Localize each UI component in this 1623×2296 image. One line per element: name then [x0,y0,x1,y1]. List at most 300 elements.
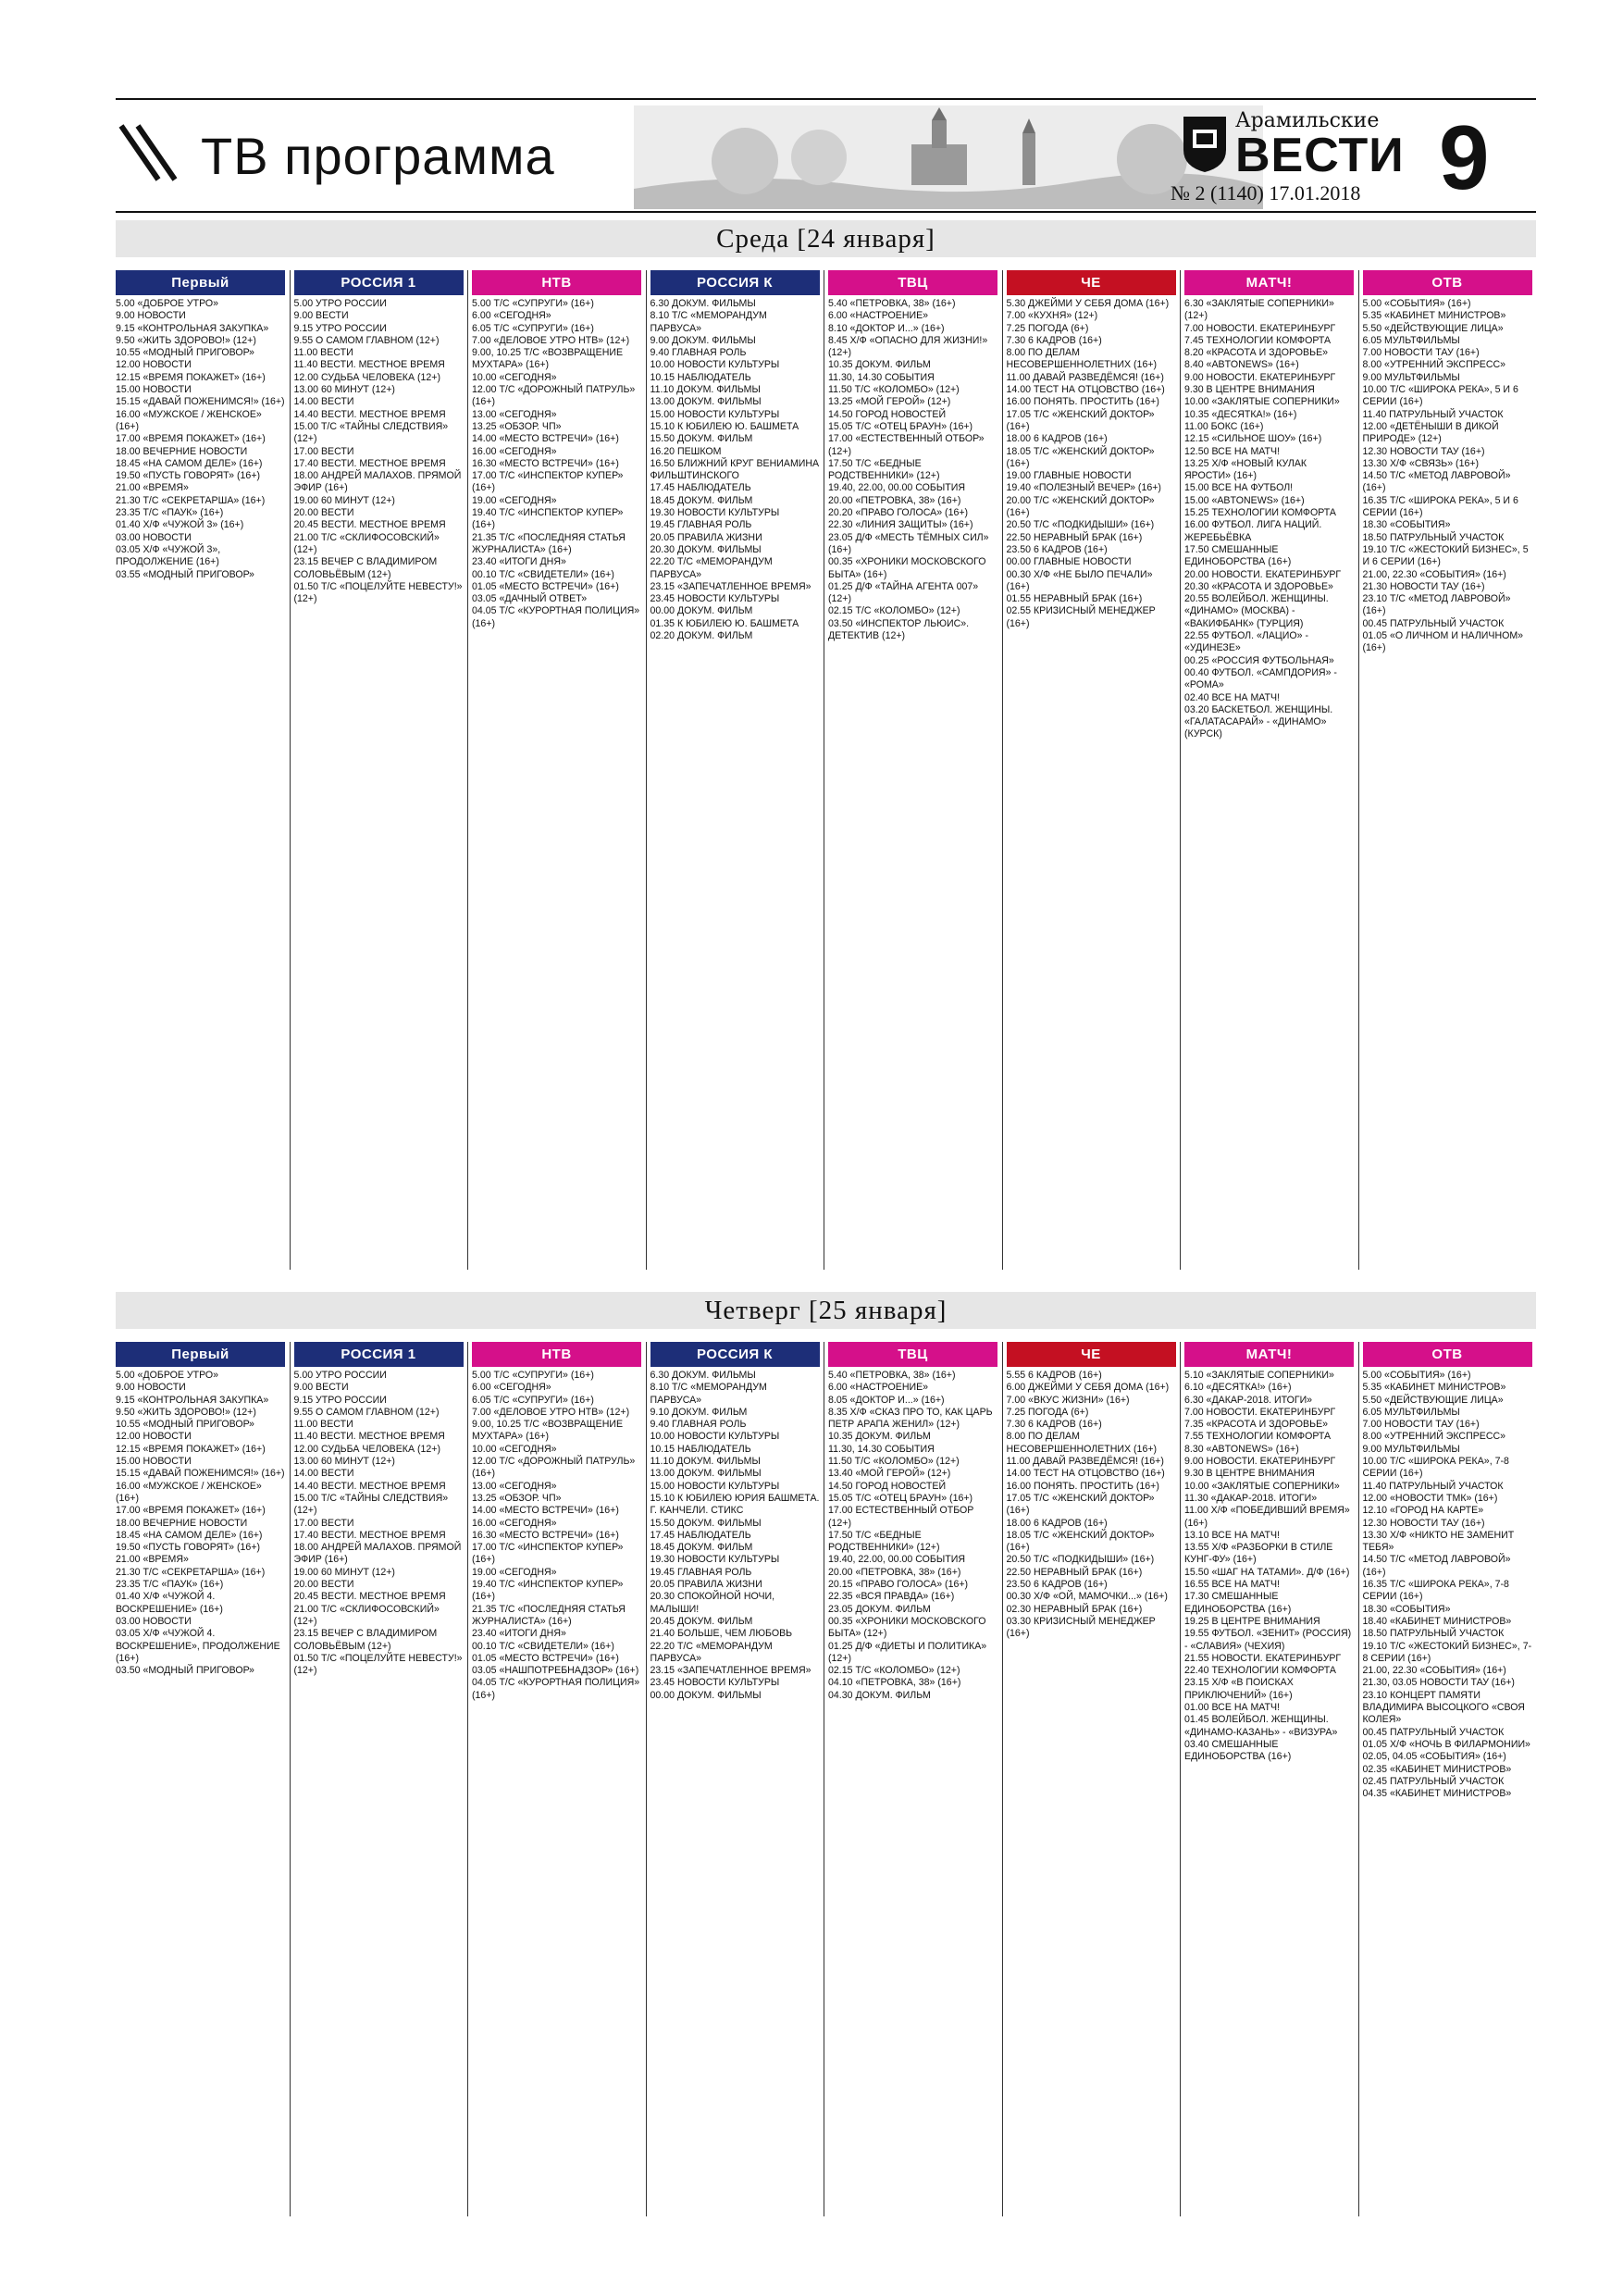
schedule-item: 15.00 НОВОСТИ КУЛЬТУРЫ [650,408,780,420]
channel-column [828,1342,997,1709]
schedule-item: 5.00 «СОБЫТИЯ» (16+) [1362,1370,1471,1381]
schedule-item: 00.00 ДОКУМ. ФИЛЬМ [650,605,753,617]
column-divider [290,1342,291,2216]
schedule-item: 01.05 «МЕСТО ВСТРЕЧИ» (16+) [472,580,619,592]
schedule-item: 8.35 Х/Ф «СКАЗ ПРО ТО, КАК ЦАРЬ ПЕТР АРАПА ЖЕНИЛ» (12+) [828,1406,993,1431]
column-divider [467,270,468,1270]
schedule-item: 9.00 ВЕСТИ [293,310,349,322]
schedule-item: 14.50 Т/С «МЕТОД ЛАВРОВОЙ» (16+) [1362,470,1511,494]
schedule-item: 13.55 Х/Ф «РАЗБОРКИ В СТИЛЕ КУНГ-ФУ» (16+) [1184,1542,1333,1566]
channel-logo [828,1342,997,1367]
schedule-item: 9.50 «ЖИТЬ ЗДОРОВО!» (12+) [116,334,256,346]
schedule-item: 8.00 «УТРЕННИЙ ЭКСПРЕСС» [1362,359,1506,371]
schedule-item: 16.00 «СЕГОДНЯ» [472,445,557,457]
schedule-item: 01.00 ВСЕ НА МАТЧ! [1184,1702,1281,1714]
schedule-item: 11.10 ДОКУМ. ФИЛЬМЫ [650,384,761,396]
schedule-item: 20.45 ВЕСТИ. МЕСТНОЕ ВРЕМЯ [293,1591,446,1603]
schedule-item: 23.45 НОВОСТИ КУЛЬТУРЫ [650,1677,780,1689]
channel-name: ТВЦ [898,275,928,291]
schedule-item: 19.25 В ЦЕНТРЕ ВНИМАНИЯ [1184,1615,1320,1627]
schedule-item: 15.00 «ABTONEWS» (16+) [1184,494,1305,506]
schedule-item: 03.05 «НАШПОТРЕБНАДЗОР» (16+) [472,1665,639,1677]
schedule-item: 19.40 «ПОЛЕЗНЫЙ ВЕЧЕР» (16+) [1006,482,1161,494]
schedule-item: 23.05 ДОКУМ. ФИЛЬМ [828,1603,931,1615]
schedule-item: 11.30, 14.30 СОБЫТИЯ [828,1443,935,1455]
channel-name: РОССИЯ К [696,1347,774,1362]
schedule-item: 12.15 «ВРЕМЯ ПОКАЖЕТ» (16+) [116,1443,266,1455]
schedule-item: 20.45 ВЕСТИ. МЕСТНОЕ ВРЕМЯ [293,519,446,531]
schedule-item: 9.00 МУЛЬТФИЛЬМЫ [1362,371,1460,383]
schedule-item: 9.00 МУЛЬТФИЛЬМЫ [1362,1443,1460,1455]
schedule-item: 6.10 «ДЕСЯТКА!» (16+) [1184,1382,1292,1394]
channel-logo [650,1342,820,1367]
schedule-item: 13.40 «МОЙ ГЕРОЙ» (12+) [828,1468,951,1480]
schedule-item: 15.00 Т/С «ТАЙНЫ СЛЕДСТВИЯ» (12+) [293,1492,449,1517]
schedule-list [294,1370,464,1677]
schedule-grid-wednesday [116,270,1536,1270]
schedule-item: 15.15 «ДАВАЙ ПОЖЕНИМСЯ!» (16+) [116,396,285,408]
schedule-item: 20.45 ДОКУМ. ФИЛЬМ [650,1615,753,1627]
channel-logo [1184,270,1354,295]
schedule-item: 10.35 «ДЕСЯТКА!» (16+) [1184,408,1297,420]
schedule-item: 19.10 Т/С «ЖЕСТОКИЙ БИЗНЕС», 5 И 6 СЕРИИ (16+) [1362,543,1529,568]
schedule-item: 17.50 Т/С «БЕДНЫЕ РОДСТВЕННИКИ» (12+) [828,457,940,482]
schedule-item: 9.30 В ЦЕНТРЕ ВНИМАНИЯ [1184,1468,1315,1480]
schedule-item: 22.50 НЕРАВНЫЙ БРАК (16+) [1006,531,1143,543]
schedule-item: 01.40 Х/Ф «ЧУЖОЙ 4. ВОСКРЕШЕНИЕ» (16+) [116,1591,223,1615]
schedule-item: 9.40 ГЛАВНАЯ РОЛЬ [650,1419,747,1431]
schedule-item: 12.00 «ДЕТЁНЫШИ В ДИКОЙ ПРИРОДЕ» (12+) [1362,420,1499,445]
schedule-item: 19.50 «ПУСТЬ ГОВОРЯТ» (16+) [116,470,261,482]
schedule-item: 9.15 УТРО РОССИИ [293,322,387,334]
schedule-item: 02.15 Т/С «КОЛОМБО» (12+) [828,605,960,617]
schedule-item: 15.25 ТЕХНОЛОГИИ КОМФОРТА [1184,507,1336,519]
brand-name: ВЕСТИ [1235,129,1405,182]
schedule-item: 22.40 ТЕХНОЛОГИИ КОМФОРТА [1184,1665,1336,1677]
schedule-item: 12.15 «СИЛЬНОЕ ШОУ» (16+) [1184,433,1322,445]
schedule-item: 10.15 НАБЛЮДАТЕЛЬ [650,1443,751,1455]
schedule-item: 8.10 Т/С «МЕМОРАНДУМ ПАРВУСА» [650,1382,767,1406]
schedule-item: 10.15 НАБЛЮДАТЕЛЬ [650,371,751,383]
schedule-item: 11.00 ДАВАЙ РАЗВЕДЁМСЯ! (16+) [1006,1456,1164,1468]
schedule-item: 7.45 ТЕХНОЛОГИИ КОМФОРТА [1184,334,1332,346]
schedule-item: 5.00 «СОБЫТИЯ» (16+) [1362,298,1471,309]
schedule-item: 18.05 Т/С «ЖЕНСКИЙ ДОКТОР» (16+) [1006,1529,1155,1554]
schedule-item: 7.55 ТЕХНОЛОГИИ КОМФОРТА [1184,1431,1332,1443]
schedule-list [828,298,997,642]
column-divider [646,270,647,1270]
schedule-item: 11.30, 14.30 СОБЫТИЯ [828,371,935,383]
schedule-item: 17.00 ВЕСТИ [293,1517,354,1529]
schedule-item: 15.05 Т/С «ОТЕЦ БРАУН» (16+) [828,1492,973,1504]
schedule-item: 17.00 «ВРЕМЯ ПОКАЖЕТ» (16+) [116,433,266,445]
schedule-list [650,298,820,642]
schedule-item: 12.50 ВСЕ НА МАТЧ! [1184,445,1281,457]
schedule-item: 12.15 «ВРЕМЯ ПОКАЖЕТ» (16+) [116,371,266,383]
schedule-item: 21.30 НОВОСТИ ТАУ (16+) [1362,580,1485,592]
schedule-item: 21.00 «ВРЕМЯ» [116,482,189,494]
schedule-item: 18.45 ДОКУМ. ФИЛЬМ [650,1542,753,1554]
channel-name: Первый [171,1347,229,1362]
channel-logo [116,1342,285,1367]
schedule-item: 21.00 «ВРЕМЯ» [116,1554,189,1566]
schedule-item: 15.10 К ЮБИЛЕЮ Ю. БАШМЕТА [650,420,799,432]
schedule-item: 5.00 Т/С «СУПРУГИ» (16+) [472,1370,594,1381]
schedule-item: 9.55 О САМОМ ГЛАВНОМ (12+) [293,334,440,346]
schedule-item: 11.40 ПАТРУЛЬНЫЙ УЧАСТОК [1362,408,1504,420]
schedule-item: 01.05 Х/Ф «НОЧЬ В ФИЛАРМОНИИ» [1362,1738,1530,1750]
schedule-item: 5.55 6 КАДРОВ (16+) [1006,1370,1102,1381]
schedule-item: 9.00 НОВОСТИ [116,1382,186,1394]
page-number: 9 [1439,106,1490,208]
schedule-item: 9.00 НОВОСТИ [116,310,186,322]
schedule-item: 20.00 «ПЕТРОВКА, 38» (16+) [828,494,961,506]
schedule-item: 14.00 ВЕСТИ [293,396,354,408]
schedule-item: 9.15 «КОНТРОЛЬНАЯ ЗАКУПКА» [116,1394,269,1406]
schedule-item: 20.30 СПОКОЙНОЙ НОЧИ, МАЛЫШИ! [650,1591,775,1615]
schedule-item: 8.05 «ДОКТОР И...» (16+) [828,1394,945,1406]
column-divider [1002,270,1003,1270]
schedule-item: 23.15 ВЕЧЕР С ВЛАДИМИРОМ СОЛОВЬЁВЫМ (12+) [293,556,438,580]
channel-column [472,1342,641,1709]
schedule-item: 9.40 ГЛАВНАЯ РОЛЬ [650,347,747,359]
channel-column [1363,270,1532,663]
channel-name: ОТВ [1431,275,1463,291]
channel-name: ТВЦ [898,1347,928,1362]
schedule-item: 02.30 НЕРАВНЫЙ БРАК (16+) [1006,1603,1143,1615]
schedule-item: 20.00 Т/С «ЖЕНСКИЙ ДОКТОР» (16+) [1006,494,1155,519]
schedule-item: 20.20 «ПРАВО ГОЛОСА» (16+) [828,507,969,519]
schedule-item: 12.00 НОВОСТИ [116,1431,192,1443]
schedule-item: 10.00 «СЕГОДНЯ» [472,371,557,383]
schedule-item: 11.40 ВЕСТИ. МЕСТНОЕ ВРЕМЯ [293,1431,445,1443]
schedule-item: 9.15 «КОНТРОЛЬНАЯ ЗАКУПКА» [116,322,269,334]
schedule-item: 04.10 «ПЕТРОВКА, 38» (16+) [828,1677,961,1689]
schedule-item: 04.30 ДОКУМ. ФИЛЬМ [828,1689,931,1701]
schedule-item: 17.05 Т/С «ЖЕНСКИЙ ДОКТОР» (16+) [1006,408,1155,432]
schedule-item: 19.00 60 МИНУТ (12+) [293,1566,395,1578]
channel-name: РОССИЯ К [696,275,774,291]
schedule-item: 5.35 «КАБИНЕТ МИНИСТРОВ» [1362,310,1506,322]
issue-line: № 2 (1140) 17.01.2018 [1171,181,1361,205]
channel-logo [472,1342,641,1367]
schedule-item: 15.05 Т/С «ОТЕЦ БРАУН» (16+) [828,420,973,432]
schedule-item: 9.00 ДОКУМ. ФИЛЬМЫ [650,334,756,346]
schedule-item: 17.30 СМЕШАННЫЕ ЕДИНОБОРСТВА (16+) [1184,1591,1292,1615]
brand-logo [1171,102,1420,208]
schedule-item: 16.20 ПЕШКОМ [650,445,722,457]
schedule-item: 21.30 Т/С «СЕКРЕТАРША» (16+) [116,494,266,506]
schedule-item: 20.30 «КРАСОТА И ЗДОРОВЬЕ» [1184,580,1333,592]
schedule-item: 13.00 ДОКУМ. ФИЛЬМЫ [650,1468,762,1480]
schedule-item: 18.00 6 КАДРОВ (16+) [1006,1517,1108,1529]
schedule-item: 16.50 БЛИЖНИЙ КРУГ ВЕНИАМИНА ФИЛЬШТИНСКОГО [650,457,820,482]
schedule-item: 20.05 ПРАВИЛА ЖИЗНИ [650,531,762,543]
schedule-item: 21.35 Т/С «ПОСЛЕДНЯЯ СТАТЬЯ ЖУРНАЛИСТА» (16+) [472,1603,626,1627]
schedule-item: 13.00 ДОКУМ. ФИЛЬМЫ [650,396,762,408]
schedule-item: 17.50 Т/С «БЕДНЫЕ РОДСТВЕННИКИ» (12+) [828,1529,940,1554]
schedule-item: 18.50 ПАТРУЛЬНЫЙ УЧАСТОК [1362,531,1505,543]
schedule-item: 13.25 «МОЙ ГЕРОЙ» (12+) [828,396,951,408]
schedule-list [116,1370,285,1677]
schedule-item: 18.45 «НА САМОМ ДЕЛЕ» (16+) [116,457,263,469]
schedule-item: 13.25 «ОБЗОР. ЧП» [472,420,562,432]
channel-logo [116,270,285,295]
schedule-item: 00.10 Т/С «СВИДЕТЕЛИ» (16+) [472,1640,614,1652]
channel-logo [294,270,464,295]
schedule-item: 7.30 6 КАДРОВ (16+) [1006,334,1102,346]
schedule-item: 9.00, 10.25 Т/С «ВОЗВРАЩЕНИЕ МУХТАРА» (16+) [472,1419,624,1443]
schedule-item: 03.50 «ИНСПЕКТОР ЛЬЮИС». ДЕТЕКТИВ (12+) [828,617,970,642]
schedule-item: 7.00 НОВОСТИ. ЕКАТЕРИНБУРГ [1184,1406,1336,1418]
schedule-item: 16.00 ПОНЯТЬ. ПРОСТИТЬ (16+) [1006,1480,1159,1492]
schedule-item: 9.00 НОВОСТИ. ЕКАТЕРИНБУРГ [1184,371,1336,383]
schedule-item: 20.00 НОВОСТИ. ЕКАТЕРИНБУРГ [1184,568,1342,580]
schedule-item: 16.35 Т/С «ШИРОКА РЕКА», 7-8 СЕРИИ (16+) [1362,1579,1509,1603]
schedule-item: 18.00 АНДРЕЙ МАЛАХОВ. ПРЯМОЙ ЭФИР (16+) [293,1542,462,1566]
schedule-item: 17.00 ЕСТЕСТВЕННЫЙ ОТБОР (12+) [828,1505,974,1529]
schedule-item: 10.55 «МОДНЫЙ ПРИГОВОР» [116,347,254,359]
schedule-item: 01.05 «МЕСТО ВСТРЕЧИ» (16+) [472,1652,619,1664]
schedule-item: 5.35 «КАБИНЕТ МИНИСТРОВ» [1362,1382,1506,1394]
schedule-item: 01.05 «О ЛИЧНОМ И НАЛИЧНОМ» (16+) [1362,630,1524,654]
schedule-item: 8.00 ПО ДЕЛАМ НЕСОВЕРШЕННОЛЕТНИХ (16+) [1006,347,1158,371]
schedule-item: 17.00 «ВРЕМЯ ПОКАЖЕТ» (16+) [116,1505,266,1517]
schedule-item: 16.30 «МЕСТО ВСТРЕЧИ» (16+) [472,457,619,469]
schedule-item: 17.00 «ЕСТЕСТВЕННЫЙ ОТБОР» (12+) [828,433,985,457]
schedule-item: 23.15 Х/Ф «В ПОИСКАХ ПРИКЛЮЧЕНИЙ» (16+) [1184,1677,1294,1701]
channel-logo [294,1342,464,1367]
day-title-wednesday: Среда [24 января] [116,220,1536,257]
channel-name: НТВ [541,1347,572,1362]
schedule-item: 22.55 ФУТБОЛ. «ЛАЦИО» - «УДИНЕЗЕ» [1184,630,1308,654]
schedule-item: 14.50 Т/С «МЕТОД ЛАВРОВОЙ» (16+) [1362,1554,1511,1578]
schedule-item: 17.00 ВЕСТИ [293,445,354,457]
schedule-item: 23.15 «ЗАПЕЧАТЛЕННОЕ ВРЕМЯ» [650,580,812,592]
schedule-item: 01.55 НЕРАВНЫЙ БРАК (16+) [1006,593,1143,605]
schedule-list [472,1370,641,1702]
schedule-item: 21.40 БОЛЬШЕ, ЧЕМ ЛЮБОВЬ [650,1628,793,1640]
schedule-item: 5.30 ДЖЕЙМИ У СЕБЯ ДОМА (16+) [1006,298,1170,309]
channel-logo [1007,1342,1176,1367]
schedule-item: 9.50 «ЖИТЬ ЗДОРОВО!» (12+) [116,1406,256,1418]
schedule-item: 02.20 ДОКУМ. ФИЛЬМ [650,630,753,642]
schedule-item: 16.55 ВСЕ НА МАТЧ! [1184,1579,1281,1591]
channel-name: МАТЧ! [1245,275,1293,291]
schedule-item: 00.30 Х/Ф «ОЙ, МАМОЧКИ...» (16+) [1006,1591,1168,1603]
schedule-item: 22.20 Т/С «МЕМОРАНДУМ ПАРВУСА» [650,1640,773,1664]
schedule-item: 15.00 НОВОСТИ [116,384,192,396]
schedule-list [116,298,285,581]
schedule-item: 7.30 6 КАДРОВ (16+) [1006,1419,1102,1431]
schedule-item: 21.00 Т/С «СКЛИФОСОВСКИЙ» (12+) [293,531,440,555]
schedule-item: 12.10 «ГОРОД НА КАРТЕ» [1362,1505,1484,1517]
schedule-item: 18.45 ДОКУМ. ФИЛЬМ [650,494,753,506]
schedule-item: 17.00 Т/С «ИНСПЕКТОР КУПЕР» (16+) [472,1542,624,1566]
schedule-item: 15.50 ДОКУМ. ФИЛЬМЫ [650,1517,762,1529]
schedule-item: 8.10 «ДОКТОР И...» (16+) [828,322,945,334]
schedule-item: 10.00 «СЕГОДНЯ» [472,1443,557,1455]
schedule-item: 19.45 ГЛАВНАЯ РОЛЬ [650,519,752,531]
schedule-item: 14.00 ТЕСТ НА ОТЦОВСТВО (16+) [1006,384,1165,396]
schedule-item: 13.00 «СЕГОДНЯ» [472,408,557,420]
channel-column [116,270,285,589]
schedule-item: 7.00 НОВОСТИ ТАУ (16+) [1362,347,1480,359]
schedule-item: 23.40 «ИТОГИ ДНЯ» [472,1628,566,1640]
schedule-item: 02.05, 04.05 «СОБЫТИЯ» (16+) [1362,1751,1506,1763]
channel-name: РОССИЯ 1 [341,1347,416,1362]
schedule-item: 5.00 Т/С «СУПРУГИ» (16+) [472,298,594,309]
schedule-item: 13.00 60 МИНУТ (12+) [293,384,395,396]
schedule-item: 8.00 «УТРЕННИЙ ЭКСПРЕСС» [1362,1431,1506,1443]
schedule-item: 18.00 ВЕЧЕРНИЕ НОВОСТИ [116,445,248,457]
schedule-item: 6.30 ДОКУМ. ФИЛЬМЫ [650,1370,756,1381]
schedule-item: 7.00 НОВОСТИ. ЕКАТЕРИНБУРГ [1184,322,1336,334]
schedule-item: 19.45 ГЛАВНАЯ РОЛЬ [650,1566,752,1578]
schedule-item: 7.25 ПОГОДА (6+) [1006,1406,1089,1418]
schedule-item: 12.30 НОВОСТИ ТАУ (16+) [1362,445,1485,457]
schedule-item: 00.45 ПАТРУЛЬНЫЙ УЧАСТОК [1362,617,1505,629]
schedule-item: 21.30, 03.05 НОВОСТИ ТАУ (16+) [1362,1677,1515,1689]
schedule-item: 19.30 НОВОСТИ КУЛЬТУРЫ [650,507,780,519]
schedule-item: 11.10 ДОКУМ. ФИЛЬМЫ [650,1456,761,1468]
schedule-item: 9.00 ВЕСТИ [293,1382,349,1394]
schedule-item: 15.50 ДОКУМ. ФИЛЬМ [650,433,753,445]
column-divider [1180,270,1181,1270]
schedule-item: 13.10 ВСЕ НА МАТЧ! [1184,1529,1281,1541]
masthead [116,93,1536,213]
schedule-item: 14.50 ГОРОД НОВОСТЕЙ [828,1480,947,1492]
schedule-item: 16.00 «МУЖСКОЕ / ЖЕНСКОЕ» (16+) [116,1480,262,1504]
schedule-list [1184,298,1354,741]
schedule-item: 03.00 НОВОСТИ [116,1615,192,1627]
schedule-item: 6.00 ДЖЕЙМИ У СЕБЯ ДОМА (16+) [1006,1382,1170,1394]
schedule-item: 16.30 «МЕСТО ВСТРЕЧИ» (16+) [472,1529,619,1541]
schedule-item: 18.05 Т/С «ЖЕНСКИЙ ДОКТОР» (16+) [1006,445,1155,469]
schedule-item: 5.50 «ДЕЙСТВУЮЩИЕ ЛИЦА» [1362,1394,1504,1406]
schedule-item: 5.00 «ДОБРОЕ УТРО» [116,298,219,309]
schedule-item: 18.50 ПАТРУЛЬНЫЙ УЧАСТОК [1362,1628,1505,1640]
channel-name: МАТЧ! [1245,1347,1293,1362]
schedule-item: 5.00 УТРО РОССИИ [293,1370,387,1381]
schedule-item: 9.00, 10.25 Т/С «ВОЗВРАЩЕНИЕ МУХТАРА» (16+) [472,347,624,371]
schedule-item: 22.30 «ЛИНИЯ ЗАЩИТЫ» (16+) [828,519,973,531]
schedule-item: 10.35 ДОКУМ. ФИЛЬМ [828,1431,931,1443]
schedule-item: 12.00 СУДЬБА ЧЕЛОВЕКА (12+) [293,1443,441,1455]
schedule-item: 20.30 ДОКУМ. ФИЛЬМЫ [650,543,762,555]
schedule-item: 20.05 ПРАВИЛА ЖИЗНИ [650,1579,762,1591]
schedule-item: 03.50 «МОДНЫЙ ПРИГОВОР» [116,1665,254,1677]
schedule-item: 14.40 ВЕСТИ. МЕСТНОЕ ВРЕМЯ [293,1480,446,1492]
schedule-item: 15.10 К ЮБИЛЕЮ ЮРИЯ БАШМЕТА. Г. КАНЧЕЛИ. СТИКС [650,1492,820,1517]
schedule-item: 00.35 «ХРОНИКИ МОСКОВСКОГО БЫТА» (12+) [828,1615,986,1640]
schedule-item: 8.40 «ABTONEWS» (16+) [1184,359,1299,371]
schedule-item: 15.15 «ДАВАЙ ПОЖЕНИМСЯ!» (16+) [116,1468,285,1480]
schedule-list [650,1370,820,1702]
schedule-item: 12.00 Т/С «ДОРОЖНЫЙ ПАТРУЛЬ» (16+) [472,1456,636,1480]
schedule-item: 15.00 НОВОСТИ КУЛЬТУРЫ [650,1480,780,1492]
brand-top-text: Арамильские [1235,109,1380,132]
schedule-item: 8.45 Х/Ф «ОПАСНО ДЛЯ ЖИЗНИ!» (12+) [828,334,988,359]
schedule-item: 19.40 Т/С «ИНСПЕКТОР КУПЕР» (16+) [472,1579,624,1603]
schedule-item: 13.25 «ОБЗОР. ЧП» [472,1492,562,1504]
schedule-item: 16.00 «МУЖСКОЕ / ЖЕНСКОЕ» (16+) [116,408,262,432]
schedule-item: 14.00 ТЕСТ НА ОТЦОВСТВО (16+) [1006,1468,1165,1480]
newspaper-page [116,93,1536,2221]
schedule-item: 03.30 КРИЗИСНЫЙ МЕНЕДЖЕР (16+) [1006,1615,1156,1640]
schedule-item: 23.35 Т/С «ПАУК» (16+) [116,1579,224,1591]
schedule-item: 23.15 ВЕЧЕР С ВЛАДИМИРОМ СОЛОВЬЁВЫМ (12+) [293,1628,438,1652]
schedule-item: 04.05 Т/С «КУРОРТНАЯ ПОЛИЦИЯ» (16+) [472,1677,640,1701]
schedule-item: 03.40 СМЕШАННЫЕ ЕДИНОБОРСТВА (16+) [1184,1738,1292,1763]
schedule-item: 00.00 ГЛАВНЫЕ НОВОСТИ [1006,556,1132,568]
schedule-item: 23.40 «ИТОГИ ДНЯ» [472,556,566,568]
schedule-item: 01.25 Д/Ф «ТАЙНА АГЕНТА 007» (12+) [828,580,979,605]
schedule-item: 11.30 «ДАКАР-2018. ИТОГИ» [1184,1492,1318,1504]
schedule-item: 12.00 СУДЬБА ЧЕЛОВЕКА (12+) [293,371,441,383]
schedule-item: 6.05 МУЛЬТФИЛЬМЫ [1362,1406,1460,1418]
schedule-item: 02.55 КРИЗИСНЫЙ МЕНЕДЖЕР (16+) [1006,605,1156,629]
schedule-item: 23.05 Д/Ф «МЕСТЬ ТЁМНЫХ СИЛ» (16+) [828,531,989,555]
schedule-item: 6.05 Т/С «СУПРУГИ» (16+) [472,322,594,334]
schedule-item: 18.40 «КАБИНЕТ МИНИСТРОВ» [1362,1615,1512,1627]
schedule-item: 5.00 УТРО РОССИИ [293,298,387,309]
schedule-item: 23.50 6 КАДРОВ (16+) [1006,543,1108,555]
schedule-item: 14.00 «МЕСТО ВСТРЕЧИ» (16+) [472,1505,619,1517]
schedule-list [1184,1370,1354,1764]
schedule-item: 00.00 ДОКУМ. ФИЛЬМЫ [650,1689,762,1701]
schedule-item: 03.00 НОВОСТИ [116,531,192,543]
schedule-item: 6.05 Т/С «СУПРУГИ» (16+) [472,1394,594,1406]
schedule-item: 15.00 ВСЕ НА ФУТБОЛ! [1184,482,1294,494]
schedule-item: 23.50 6 КАДРОВ (16+) [1006,1579,1108,1591]
schedule-item: 02.35 «КАБИНЕТ МИНИСТРОВ» [1362,1763,1512,1775]
schedule-item: 17.45 НАБЛЮДАТЕЛЬ [650,1529,751,1541]
schedule-item: 9.00 НОВОСТИ. ЕКАТЕРИНБУРГ [1184,1456,1336,1468]
schedule-item: 19.00 60 МИНУТ (12+) [293,494,395,506]
schedule-item: 9.10 ДОКУМ. ФИЛЬМ [650,1406,748,1418]
schedule-item: 10.00 Т/С «ШИРОКА РЕКА», 7-8 СЕРИИ (16+) [1362,1456,1509,1480]
schedule-item: 8.10 Т/С «МЕМОРАНДУМ ПАРВУСА» [650,310,767,334]
schedule-item: 11.40 ПАТРУЛЬНЫЙ УЧАСТОК [1362,1480,1504,1492]
schedule-item: 9.15 УТРО РОССИИ [293,1394,387,1406]
schedule-item: 5.40 «ПЕТРОВКА, 38» (16+) [828,298,956,309]
schedule-item: 7.00 «ДЕЛОВОЕ УТРО НТВ» (12+) [472,334,630,346]
schedule-item: 6.05 МУЛЬТФИЛЬМЫ [1362,334,1460,346]
schedule-item: 01.25 Д/Ф «ДИЕТЫ И ПОЛИТИКА» (12+) [828,1640,987,1664]
schedule-item: 12.00 «НОВОСТИ ТМК» (16+) [1362,1492,1498,1504]
schedule-item: 00.25 «РОССИЯ ФУТБОЛЬНАЯ» [1184,654,1334,666]
schedule-item: 22.50 НЕРАВНЫЙ БРАК (16+) [1006,1566,1143,1578]
schedule-item: 20.00 «ПЕТРОВКА, 38» (16+) [828,1566,961,1578]
schedule-item: 21.00 Т/С «СКЛИФОСОВСКИЙ» (12+) [293,1603,440,1627]
schedule-item: 6.00 «СЕГОДНЯ» [472,310,551,322]
schedule-item: 10.00 Т/С «ШИРОКА РЕКА», 5 И 6 СЕРИИ (16+) [1362,384,1518,408]
channel-column [1184,270,1354,749]
schedule-item: 03.55 «МОДНЫЙ ПРИГОВОР» [116,568,254,580]
channel-column [1184,1342,1354,1771]
schedule-item: 7.25 ПОГОДА (6+) [1006,322,1089,334]
channel-name: ЧЕ [1081,275,1101,291]
schedule-item: 03.05 Х/Ф «ЧУЖОЙ 3», ПРОДОЛЖЕНИЕ (16+) [116,543,221,568]
schedule-item: 16.00 «СЕГОДНЯ» [472,1517,557,1529]
schedule-item: 13.25 Х/Ф «НОВЫЙ КУЛАК ЯРОСТИ» (16+) [1184,457,1307,482]
schedule-item: 03.05 «ДАЧНЫЙ ОТВЕТ» [472,593,588,605]
schedule-item: 19.10 Т/С «ЖЕСТОКИЙ БИЗНЕС», 7-8 СЕРИИ (16+) [1362,1640,1532,1664]
schedule-item: 19.00 «СЕГОДНЯ» [472,494,557,506]
schedule-item: 5.10 «ЗАКЛЯТЫЕ СОПЕРНИКИ» [1184,1370,1334,1381]
channel-name: НТВ [541,275,572,291]
